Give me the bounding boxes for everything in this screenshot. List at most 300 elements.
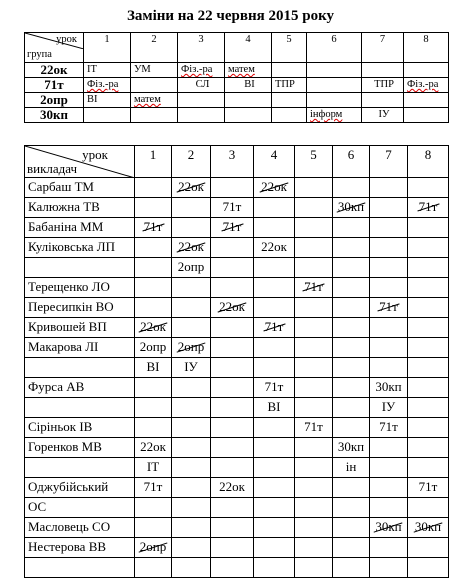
schedule-cell: ВІ bbox=[225, 78, 272, 93]
schedule-cell bbox=[135, 378, 172, 398]
schedule-cell bbox=[211, 278, 254, 298]
schedule-cell bbox=[272, 93, 307, 108]
schedule-cell bbox=[295, 318, 333, 338]
schedule-cell bbox=[370, 498, 408, 518]
schedule-cell bbox=[333, 538, 370, 558]
schedule-entry: 30кп bbox=[337, 439, 365, 454]
lesson-number: 8 bbox=[404, 33, 449, 63]
schedule-cell bbox=[254, 478, 295, 498]
schedule-cell bbox=[295, 278, 333, 298]
schedule-cell bbox=[295, 178, 333, 198]
schedule-cell bbox=[362, 63, 404, 78]
schedule-cell bbox=[295, 338, 333, 358]
schedule-cell bbox=[272, 63, 307, 78]
schedule-entry: ВІ bbox=[146, 359, 160, 374]
schedule-cell bbox=[254, 278, 295, 298]
schedule-cell bbox=[408, 538, 449, 558]
schedule-cell bbox=[211, 518, 254, 538]
schedule-cell bbox=[135, 258, 172, 278]
schedule-cell bbox=[333, 258, 370, 278]
schedule-entry: 71т bbox=[304, 279, 323, 294]
lesson-number: 1 bbox=[84, 33, 131, 63]
lesson-number: 3 bbox=[178, 33, 225, 63]
schedule-cell bbox=[211, 218, 254, 238]
group-row bbox=[25, 78, 449, 93]
schedule-cell: Фіз.-ра bbox=[84, 78, 131, 93]
lesson-number: 2 bbox=[131, 33, 178, 63]
schedule-cell bbox=[370, 258, 408, 278]
schedule-cell bbox=[254, 298, 295, 318]
groups-header-row bbox=[25, 33, 449, 63]
schedule-cell bbox=[408, 558, 449, 578]
schedule-cell bbox=[295, 258, 333, 278]
schedule-cell bbox=[172, 218, 211, 238]
schedule-cell bbox=[135, 358, 172, 378]
lesson-number: 8 bbox=[408, 146, 449, 178]
schedule-cell bbox=[254, 258, 295, 278]
schedule-cell bbox=[135, 238, 172, 258]
teacher-name: Сіріньок ІВ bbox=[25, 418, 135, 438]
group-row bbox=[25, 93, 449, 108]
schedule-cell bbox=[172, 538, 211, 558]
teacher-row bbox=[25, 198, 449, 218]
schedule-cell bbox=[295, 398, 333, 418]
teacher-row bbox=[25, 258, 449, 278]
schedule-cell: ВІ bbox=[84, 93, 131, 108]
teacher-row bbox=[25, 378, 449, 398]
schedule-cell bbox=[254, 458, 295, 478]
schedule-cell bbox=[211, 318, 254, 338]
schedule-cell bbox=[295, 558, 333, 578]
groups-schedule-table bbox=[24, 32, 449, 123]
schedule-cell bbox=[295, 198, 333, 218]
schedule-entry: 2опр bbox=[177, 339, 205, 354]
schedule-entry: 2опр bbox=[139, 339, 167, 354]
schedule-entry: 71т bbox=[379, 299, 398, 314]
page-title: Заміни на 22 червня 2015 року bbox=[126, 8, 335, 24]
schedule-cell bbox=[408, 298, 449, 318]
schedule-cell bbox=[333, 318, 370, 338]
schedule-cell bbox=[408, 238, 449, 258]
schedule-cell bbox=[370, 518, 408, 538]
schedule-cell bbox=[135, 198, 172, 218]
schedule-cell bbox=[254, 238, 295, 258]
teacher-row bbox=[25, 318, 449, 338]
schedule-cell bbox=[84, 108, 131, 123]
schedule-cell bbox=[295, 418, 333, 438]
schedule-cell: ТПР bbox=[362, 78, 404, 93]
teachers-corner-cell bbox=[25, 146, 135, 178]
schedule-cell bbox=[172, 358, 211, 378]
schedule-cell bbox=[211, 538, 254, 558]
teacher-row bbox=[25, 298, 449, 318]
schedule-cell bbox=[408, 458, 449, 478]
schedule-cell bbox=[135, 558, 172, 578]
schedule-entry: 22ок bbox=[219, 479, 245, 494]
teacher-row bbox=[25, 178, 449, 198]
teacher-row bbox=[25, 278, 449, 298]
schedule-cell bbox=[333, 238, 370, 258]
schedule-entry: 30кп bbox=[375, 519, 402, 534]
schedule-cell bbox=[172, 178, 211, 198]
teacher-row bbox=[25, 418, 449, 438]
schedule-cell bbox=[370, 538, 408, 558]
schedule-cell bbox=[172, 278, 211, 298]
schedule-cell bbox=[254, 338, 295, 358]
group-row bbox=[25, 63, 449, 78]
teacher-name: Куліковська ЛП bbox=[25, 238, 135, 258]
teacher-row bbox=[25, 518, 449, 538]
schedule-cell: УМ bbox=[131, 63, 178, 78]
schedule-cell bbox=[211, 378, 254, 398]
schedule-cell bbox=[408, 198, 449, 218]
group-row bbox=[25, 108, 449, 123]
schedule-cell bbox=[135, 538, 172, 558]
teacher-row bbox=[25, 458, 449, 478]
teacher-name: Горенков МВ bbox=[25, 438, 135, 458]
schedule-cell bbox=[131, 108, 178, 123]
schedule-entry: ІУ bbox=[184, 359, 198, 374]
schedule-entry: 71т bbox=[222, 219, 242, 234]
teacher-row bbox=[25, 358, 449, 378]
lesson-number: 7 bbox=[362, 33, 404, 63]
schedule-cell bbox=[172, 378, 211, 398]
lesson-number: 3 bbox=[211, 146, 254, 178]
schedule-cell bbox=[295, 238, 333, 258]
schedule-entry: 22ок bbox=[178, 239, 204, 254]
schedule-cell bbox=[254, 218, 295, 238]
schedule-cell bbox=[370, 178, 408, 198]
schedule-entry: 71т bbox=[222, 199, 242, 214]
schedule-cell bbox=[370, 398, 408, 418]
schedule-cell bbox=[211, 438, 254, 458]
teacher-name bbox=[25, 458, 135, 478]
schedule-cell bbox=[254, 358, 295, 378]
schedule-cell bbox=[370, 318, 408, 338]
schedule-cell bbox=[254, 438, 295, 458]
schedule-cell bbox=[211, 198, 254, 218]
schedule-entry: 22ок bbox=[140, 439, 166, 454]
schedule-cell bbox=[225, 108, 272, 123]
schedule-cell bbox=[254, 418, 295, 438]
teacher-row bbox=[25, 478, 449, 498]
schedule-cell bbox=[211, 558, 254, 578]
schedule-cell bbox=[211, 258, 254, 278]
schedule-cell bbox=[172, 478, 211, 498]
schedule-cell: матем bbox=[225, 63, 272, 78]
schedule-entry: 2опр bbox=[139, 539, 167, 554]
schedule-cell: Фіз.-ра bbox=[178, 63, 225, 78]
schedule-cell bbox=[178, 108, 225, 123]
schedule-entry: 22ок bbox=[261, 179, 287, 194]
group-name: 22ок bbox=[25, 63, 84, 78]
schedule-cell bbox=[408, 358, 449, 378]
schedule-cell bbox=[135, 498, 172, 518]
lesson-number: 1 bbox=[135, 146, 172, 178]
schedule-cell bbox=[135, 438, 172, 458]
schedule-entry: ВІ bbox=[267, 399, 281, 414]
schedule-cell bbox=[254, 178, 295, 198]
groups-corner-cell bbox=[25, 33, 84, 63]
schedule-cell bbox=[211, 338, 254, 358]
teacher-row bbox=[25, 218, 449, 238]
schedule-cell bbox=[172, 238, 211, 258]
schedule-cell bbox=[295, 438, 333, 458]
teacher-row bbox=[25, 238, 449, 258]
schedule-entry: 71т bbox=[379, 419, 398, 434]
schedule-cell bbox=[135, 318, 172, 338]
teacher-name: Нестерова ВВ bbox=[25, 538, 135, 558]
schedule-cell bbox=[172, 198, 211, 218]
schedule-cell bbox=[254, 538, 295, 558]
schedule-cell bbox=[408, 518, 449, 538]
schedule-cell: СЛ bbox=[178, 78, 225, 93]
schedule-cell bbox=[295, 498, 333, 518]
schedule-cell bbox=[370, 478, 408, 498]
schedule-cell bbox=[333, 218, 370, 238]
schedule-cell bbox=[333, 458, 370, 478]
schedule-cell bbox=[370, 458, 408, 478]
schedule-cell bbox=[408, 318, 449, 338]
schedule-cell bbox=[295, 298, 333, 318]
teacher-row bbox=[25, 438, 449, 458]
schedule-cell bbox=[333, 558, 370, 578]
schedule-cell bbox=[172, 258, 211, 278]
schedule-cell bbox=[135, 518, 172, 538]
teacher-name: Калюжна ТВ bbox=[25, 198, 135, 218]
teacher-name bbox=[25, 398, 135, 418]
schedule-cell bbox=[225, 93, 272, 108]
lesson-number: 5 bbox=[295, 146, 333, 178]
teachers-schedule-table bbox=[24, 145, 449, 578]
schedule-cell bbox=[211, 498, 254, 518]
lesson-number: 2 bbox=[172, 146, 211, 178]
schedule-cell bbox=[254, 398, 295, 418]
schedule-cell bbox=[408, 478, 449, 498]
schedule-cell bbox=[370, 298, 408, 318]
teacher-row bbox=[25, 498, 449, 518]
schedule-cell bbox=[295, 378, 333, 398]
schedule-cell bbox=[254, 558, 295, 578]
schedule-cell bbox=[408, 378, 449, 398]
schedule-cell bbox=[333, 338, 370, 358]
lesson-number: 4 bbox=[254, 146, 295, 178]
schedule-cell bbox=[211, 238, 254, 258]
schedule-cell bbox=[370, 198, 408, 218]
teacher-name: Оджубійський bbox=[25, 478, 135, 498]
schedule-cell bbox=[172, 558, 211, 578]
schedule-cell bbox=[172, 418, 211, 438]
schedule-cell bbox=[172, 458, 211, 478]
schedule-cell: ІТ bbox=[84, 63, 131, 78]
schedule-cell bbox=[211, 458, 254, 478]
schedule-cell bbox=[135, 218, 172, 238]
schedule-entry: 22ок bbox=[219, 299, 245, 314]
teacher-name: Масловець СО bbox=[25, 518, 135, 538]
schedule-cell bbox=[211, 478, 254, 498]
schedule-cell bbox=[370, 418, 408, 438]
schedule-cell bbox=[408, 398, 449, 418]
schedule-cell bbox=[333, 378, 370, 398]
teacher-name: Кривошей ВП bbox=[25, 318, 135, 338]
schedule-cell bbox=[362, 93, 404, 108]
lesson-number: 6 bbox=[307, 33, 362, 63]
schedule-entry: 71т bbox=[418, 199, 438, 214]
schedule-cell bbox=[333, 478, 370, 498]
schedule-cell bbox=[408, 418, 449, 438]
schedule-cell bbox=[333, 418, 370, 438]
schedule-cell bbox=[370, 338, 408, 358]
schedule-cell bbox=[295, 478, 333, 498]
schedule-cell bbox=[272, 108, 307, 123]
teacher-row bbox=[25, 538, 449, 558]
schedule-cell bbox=[135, 398, 172, 418]
schedule-cell bbox=[135, 338, 172, 358]
schedule-entry: 71т bbox=[264, 379, 284, 394]
schedule-cell bbox=[307, 63, 362, 78]
teacher-name bbox=[25, 258, 135, 278]
schedule-cell bbox=[408, 278, 449, 298]
schedule-cell bbox=[295, 458, 333, 478]
schedule-entry: 71т bbox=[143, 219, 163, 234]
schedule-cell bbox=[408, 438, 449, 458]
schedule-cell bbox=[408, 498, 449, 518]
schedule-cell bbox=[370, 358, 408, 378]
teachers-header-row bbox=[25, 146, 449, 178]
schedule-cell bbox=[172, 518, 211, 538]
schedule-cell bbox=[254, 318, 295, 338]
schedule-cell bbox=[135, 178, 172, 198]
schedule-cell bbox=[307, 93, 362, 108]
teacher-name bbox=[25, 558, 135, 578]
schedule-cell bbox=[333, 518, 370, 538]
schedule-entry: ін bbox=[345, 459, 357, 474]
schedule-cell bbox=[295, 358, 333, 378]
schedule-cell bbox=[333, 198, 370, 218]
schedule-cell bbox=[333, 298, 370, 318]
group-name: 71т bbox=[25, 78, 84, 93]
schedule-cell bbox=[333, 398, 370, 418]
schedule-cell bbox=[211, 178, 254, 198]
schedule-cell bbox=[404, 93, 449, 108]
schedule-cell bbox=[404, 108, 449, 123]
schedule-entry: 22ок bbox=[140, 319, 166, 334]
teacher-name: Макарова ЛІ bbox=[25, 338, 135, 358]
schedule-cell bbox=[254, 198, 295, 218]
schedule-cell bbox=[295, 518, 333, 538]
corner-lesson-label: урок bbox=[82, 147, 108, 162]
teacher-name: Фурса АВ bbox=[25, 378, 135, 398]
schedule-cell bbox=[370, 438, 408, 458]
schedule-entry: 30кп bbox=[414, 519, 442, 534]
schedule-cell: інформ bbox=[307, 108, 362, 123]
schedule-cell: Фіз.-ра bbox=[404, 78, 449, 93]
teacher-name: Терещенко ЛО bbox=[25, 278, 135, 298]
lesson-number: 6 bbox=[333, 146, 370, 178]
schedule-cell bbox=[370, 378, 408, 398]
schedule-cell bbox=[333, 278, 370, 298]
schedule-entry: 22ок bbox=[178, 179, 204, 194]
schedule-cell bbox=[135, 418, 172, 438]
schedule-entry: 71т bbox=[418, 479, 438, 494]
schedule-cell bbox=[333, 358, 370, 378]
teacher-name: Сарбаш ТМ bbox=[25, 178, 135, 198]
schedule-cell bbox=[135, 278, 172, 298]
schedule-cell bbox=[254, 378, 295, 398]
teacher-name: Пересипкін ВО bbox=[25, 298, 135, 318]
schedule-cell bbox=[211, 358, 254, 378]
lesson-number: 5 bbox=[272, 33, 307, 63]
schedule-entry: 71т bbox=[304, 419, 323, 434]
schedule-entry: 71т bbox=[143, 479, 163, 494]
schedule-cell bbox=[135, 458, 172, 478]
schedule-cell bbox=[211, 298, 254, 318]
corner-group-label: група bbox=[27, 49, 52, 60]
schedule-cell bbox=[135, 478, 172, 498]
lesson-number: 4 bbox=[225, 33, 272, 63]
schedule-cell bbox=[370, 218, 408, 238]
schedule-cell bbox=[178, 93, 225, 108]
schedule-entry: 30кп bbox=[337, 199, 365, 214]
schedule-cell bbox=[408, 218, 449, 238]
teacher-row bbox=[25, 398, 449, 418]
schedule-cell bbox=[211, 398, 254, 418]
schedule-cell bbox=[135, 298, 172, 318]
schedule-entry: 30кп bbox=[375, 379, 402, 394]
schedule-cell bbox=[408, 178, 449, 198]
schedule-cell bbox=[254, 518, 295, 538]
schedule-cell bbox=[307, 78, 362, 93]
schedule-cell: ІУ bbox=[362, 108, 404, 123]
schedule-entry: 2опр bbox=[177, 259, 205, 274]
teacher-name: Бабаніна ММ bbox=[25, 218, 135, 238]
schedule-cell bbox=[131, 78, 178, 93]
teacher-name: ОС bbox=[25, 498, 135, 518]
schedule-cell bbox=[211, 418, 254, 438]
schedule-cell bbox=[408, 258, 449, 278]
schedule-entry: 22ок bbox=[261, 239, 287, 254]
schedule-entry: 71т bbox=[264, 319, 284, 334]
lesson-number: 7 bbox=[370, 146, 408, 178]
schedule-cell bbox=[333, 178, 370, 198]
group-name: 2опр bbox=[25, 93, 84, 108]
schedule-cell bbox=[333, 498, 370, 518]
schedule-cell bbox=[172, 438, 211, 458]
schedule-cell bbox=[370, 238, 408, 258]
schedule-cell bbox=[172, 338, 211, 358]
schedule-cell bbox=[370, 558, 408, 578]
schedule-cell bbox=[254, 498, 295, 518]
teacher-row bbox=[25, 558, 449, 578]
schedule-cell bbox=[172, 318, 211, 338]
teacher-row bbox=[25, 338, 449, 358]
corner-lesson-label: урок bbox=[56, 34, 77, 45]
schedule-cell bbox=[172, 498, 211, 518]
corner-teacher-label: викладач bbox=[27, 161, 78, 176]
teacher-name bbox=[25, 358, 135, 378]
schedule-entry: ІТ bbox=[146, 459, 160, 474]
schedule-cell bbox=[172, 298, 211, 318]
schedule-cell bbox=[408, 338, 449, 358]
schedule-cell bbox=[333, 438, 370, 458]
schedule-cell: ТПР bbox=[272, 78, 307, 93]
schedule-cell bbox=[295, 538, 333, 558]
schedule-cell bbox=[404, 63, 449, 78]
schedule-cell: матем bbox=[131, 93, 178, 108]
schedule-cell bbox=[295, 218, 333, 238]
group-name: 30кп bbox=[25, 108, 84, 123]
schedule-cell bbox=[172, 398, 211, 418]
